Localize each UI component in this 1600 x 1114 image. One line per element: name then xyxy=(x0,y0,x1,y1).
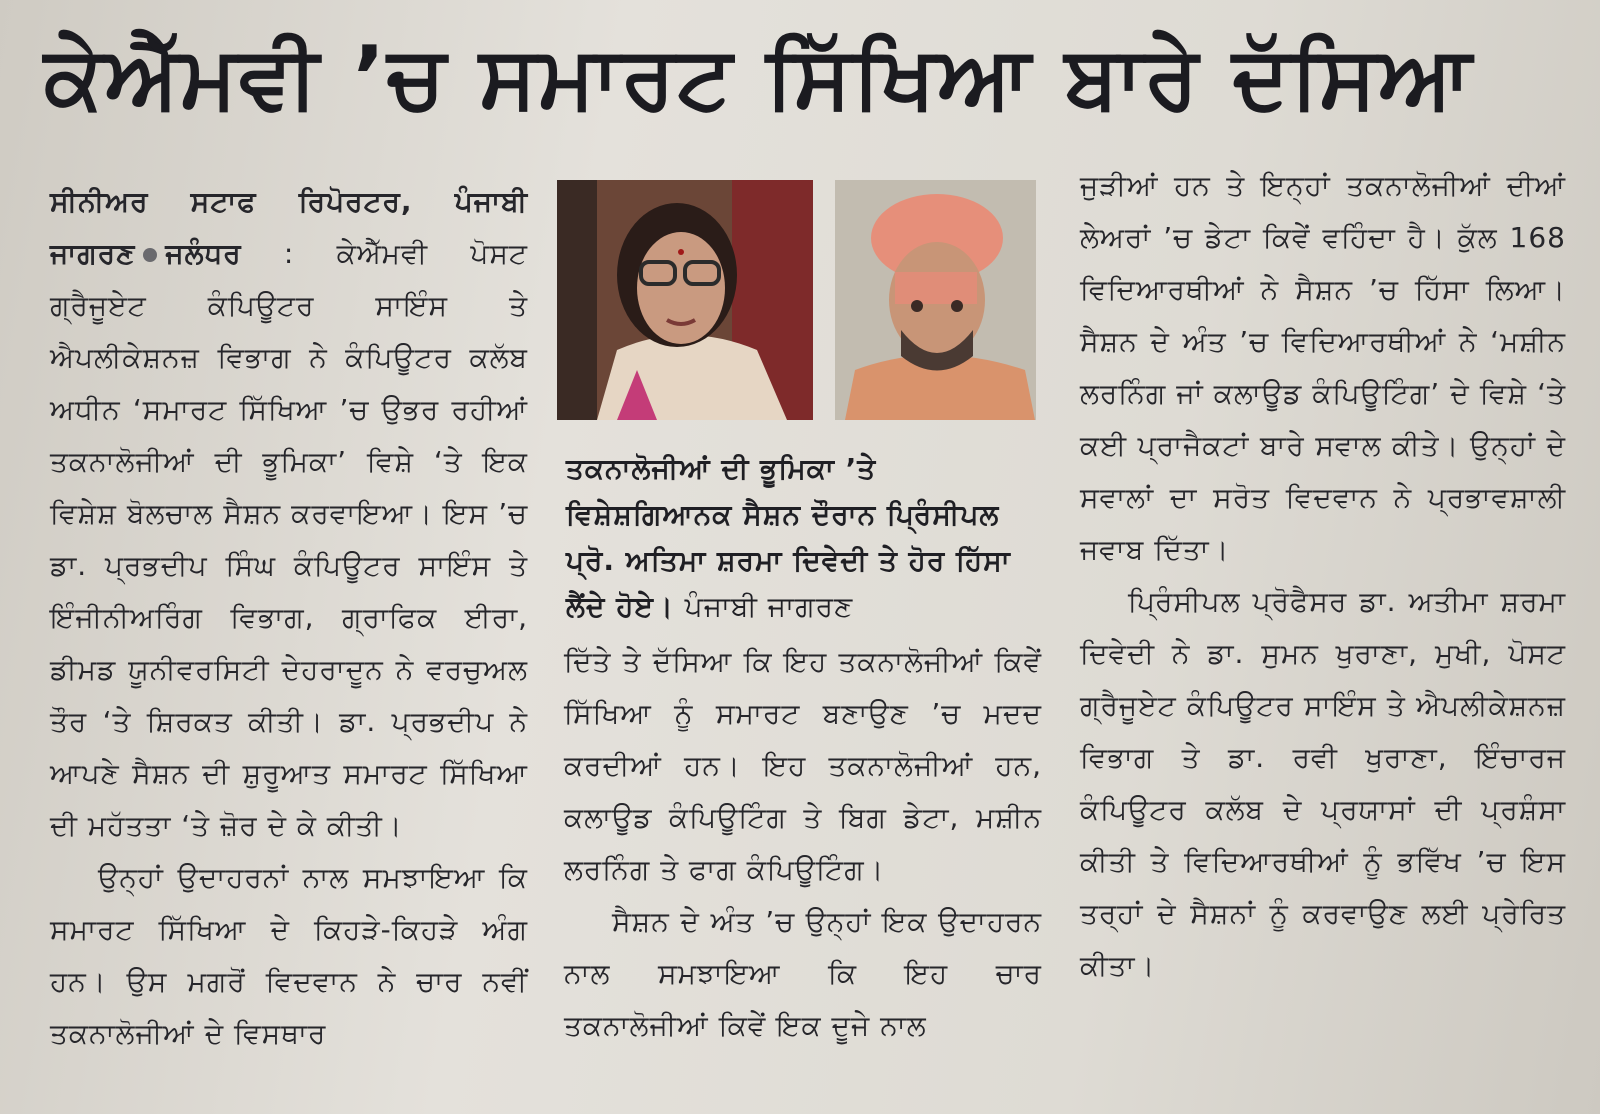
caption-text: ਤਕਨਾਲੋਜੀਆਂ ਦੀ ਭੂਮਿਕਾ ’ਤੇ ਵਿਸ਼ੇਸ਼ਗਿਆਨਕ ਸੈਸ਼ਨ ਦੌਰਾਨ ਪ੍ਰਿੰਸੀਪਲ ਪ੍ਰੋ. ਅਤਿਮਾ ਸ਼ਰਮਾ ਦਿਵੇਦੀ ਤੇ ਹੋਰ ਹਿੱਸਾ ਲੈਂਦੇ ਹੋਏ। xyxy=(566,452,1011,623)
paragraph: ਸੈਸ਼ਨ ਦੇ ਅੰਤ ’ਚ ਉਨ੍ਹਾਂ ਇਕ ਉਦਾਹਰਨ ਨਾਲ ਸਮਝਾਇਆ ਕਿ ਇਹ ਚਾਰ ਤਕਨਾਲੋਜੀਆਂ ਕਿਵੇਂ ਇਕ ਦੂਜੇ ਨਾਲ xyxy=(564,905,1042,1042)
byline: ਸੀਨੀਅਰ ਸਟਾਫ ਰਿਪੋਰਟਰ, ਪੰਜਾਬੀ ਜਾਗਰਣ xyxy=(50,185,528,270)
paragraph: ਦਿੱਤੇ ਤੇ ਦੱਸਿਆ ਕਿ ਇਹ ਤਕਨਾਲੋਜੀਆਂ ਕਿਵੇਂ ਸਿੱਖਿਆ ਨੂੰ ਸਮਾਰਟ ਬਣਾਉਣ ’ਚ ਮਦਦ ਕਰਦੀਆਂ ਹਨ। ਇਹ ਤਕਨਾਲੋਜੀਆਂ ਹਨ, ਕਲਾਊਡ ਕੰਪਿਊਟਿੰਗ ਤੇ ਬਿਗ ਡੇਟਾ, ਮਸ਼ੀਨ ਲਰਨਿੰਗ ਤੇ ਫਾਗ ਕੰਪਿਊਟਿੰਗ। xyxy=(564,645,1042,886)
dateline-city: ਜਲੰਧਰ xyxy=(165,237,242,270)
paragraph: ਉਨ੍ਹਾਂ ਉਦਾਹਰਨਾਂ ਨਾਲ ਸਮਝਾਇਆ ਕਿ ਸਮਾਰਟ ਸਿੱਖਿਆ ਦੇ ਕਿਹੜੇ-ਕਿਹੜੇ ਅੰਗ ਹਨ। ਉਸ ਮਗਰੋਂ ਵਿਦਵਾਨ ਨੇ ਚਾਰ ਨਵੀਂ ਤਕਨਾਲੋਜੀਆਂ ਦੇ ਵਿਸਥਾਰ xyxy=(50,861,528,1050)
article-column-3 xyxy=(1080,160,1566,1102)
article-column-1 xyxy=(50,176,528,1102)
photo-participant xyxy=(835,180,1036,420)
man-portrait-image xyxy=(835,180,1036,420)
headline: ਕੇਐੱਮਵੀ ’ਚ ਸਮਾਰਟ ਸਿੱਖਿਆ ਬਾਰੇ ਦੱਸਿਆ xyxy=(44,28,1474,128)
paragraph: ਪ੍ਰਿੰਸੀਪਲ ਪ੍ਰੋਫੈਸਰ ਡਾ. ਅਤੀਮਾ ਸ਼ਰਮਾ ਦਿਵੇਦੀ ਨੇ ਡਾ. ਸੁਮਨ ਖੁਰਾਣਾ, ਮੁਖੀ, ਪੋਸਟ ਗ੍ਰੈਜੂਏਟ ਕੰਪਿਊਟਰ ਸਾਇੰਸ ਤੇ ਐਪਲੀਕੇਸ਼ਨਜ਼ ਵਿਭਾਗ ਤੇ ਡਾ. ਰਵੀ ਖੁਰਾਣਾ, ਇੰਚਾਰਜ ਕੰਪਿਊਟਰ ਕਲੱਬ ਦੇ ਪ੍ਰਯਾਸਾਂ ਦੀ ਪ੍ਰਸ਼ੰਸਾ ਕੀਤੀ ਤੇ ਵਿਦਿਆਰਥੀਆਂ ਨੂੰ ਭਵਿੱਖ ’ਚ ਇਸ ਤਰ੍ਹਾਂ ਦੇ ਸੈਸ਼ਨਾਂ ਨੂੰ ਕਰਵਾਉਣ ਲਈ ਪ੍ਰੇਰਿਤ ਕੀਤਾ। xyxy=(1080,585,1566,982)
paragraph: ਸੀਨੀਅਰ ਸਟਾਫ ਰਿਪੋਰਟਰ, ਪੰਜਾਬੀ ਜਾਗਰਣ ਜਲੰਧਰ : ਕੇਐੱਮਵੀ ਪੋਸਟ ਗ੍ਰੈਜੂਏਟ ਕੰਪਿਊਟਰ ਸਾਇੰਸ ਤੇ ਐਪਲੀਕੇਸ਼ਨਜ਼ ਵਿਭਾਗ ਨੇ ਕੰਪਿਊਟਰ ਕਲੱਬ ਅਧੀਨ ‘ਸਮਾਰਟ ਸਿੱਖਿਆ ’ਚ ਉਭਰ ਰਹੀਆਂ ਤਕਨਾਲੋਜੀਆਂ ਦੀ ਭੂਮਿਕਾ’ ਵਿਸ਼ੇ ‘ਤੇ ਇਕ ਵਿਸ਼ੇਸ਼ ਬੋਲਚਾਲ ਸੈਸ਼ਨ ਕਰਵਾਇਆ। ਇਸ ’ਚ ਡਾ. ਪ੍ਰਭਦੀਪ ਸਿੰਘ ਕੰਪਿਊਟਰ ਸਾਇੰਸ ਤੇ ਇੰਜੀਨੀਅਰਿੰਗ ਵਿਭਾਗ, ਗ੍ਰਾਫਿਕ ਈਰਾ, ਡੀਮਡ ਯੂਨੀਵਰਸਿਟੀ ਦੇਹਰਾਦੂਨ ਨੇ ਵਰਚੁਅਲ ਤੌਰ ‘ਤੇ ਸ਼ਿਰਕਤ ਕੀਤੀ। ਡਾ. ਪ੍ਰਭਦੀਪ ਨੇ ਆਪਣੇ ਸੈਸ਼ਨ ਦੀ ਸ਼ੁਰੂਆਤ ਸਮਾਰਟ ਸਿੱਖਿਆ ਦੀ ਮਹੱਤਤਾ ‘ਤੇ ਜ਼ੋਰ ਦੇ ਕੇ ਕੀਤੀ। xyxy=(50,185,529,842)
article-column-2 xyxy=(564,636,1042,1102)
paragraph: ਜੁੜੀਆਂ ਹਨ ਤੇ ਇਨ੍ਹਾਂ ਤਕਨਾਲੋਜੀਆਂ ਦੀਆਂ ਲੇਅਰਾਂ ’ਚ ਡੇਟਾ ਕਿਵੇਂ ਵਹਿੰਦਾ ਹੈ। ਕੁੱਲ 168 ਵਿਦਿਆਰਥੀਆਂ ਨੇ ਸੈਸ਼ਨ ’ਚ ਹਿੱਸਾ ਲਿਆ। ਸੈਸ਼ਨ ਦੇ ਅੰਤ ’ਚ ਵਿਦਿਆਰਥੀਆਂ ਨੇ ‘ਮਸ਼ੀਨ ਲਰਨਿੰਗ ਜਾਂ ਕਲਾਊਡ ਕੰਪਿਊਟਿੰਗ’ ਦੇ ਵਿਸ਼ੇ ‘ਤੇ ਕਈ ਪ੍ਰਾਜੈਕਟਾਂ ਬਾਰੇ ਸਵਾਲ ਕੀਤੇ। ਉਨ੍ਹਾਂ ਦੇ ਸਵਾਲਾਂ ਦਾ ਸਰੋਤ ਵਿਦਵਾਨ ਨੇ ਪ੍ਰਭਾਵਸ਼ਾਲੀ ਜਵਾਬ ਦਿੱਤਾ। xyxy=(1080,169,1566,566)
woman-portrait-image xyxy=(557,180,813,420)
photo-caption xyxy=(566,446,1044,630)
article-text: ਕੇਐੱਮਵੀ ਪੋਸਟ ਗ੍ਰੈਜੂਏਟ ਕੰਪਿਊਟਰ ਸਾਇੰਸ ਤੇ ਐਪਲੀਕੇਸ਼ਨਜ਼ ਵਿਭਾਗ ਨੇ ਕੰਪਿਊਟਰ ਕਲੱਬ ਅਧੀਨ ‘ਸਮਾਰਟ ਸਿੱਖਿਆ ’ਚ ਉਭਰ ਰਹੀਆਂ ਤਕਨਾਲੋਜੀਆਂ ਦੀ ਭੂਮਿਕਾ’ ਵਿਸ਼ੇ ‘ਤੇ ਇਕ ਵਿਸ਼ੇਸ਼ ਬੋਲਚਾਲ ਸੈਸ਼ਨ ਕਰਵਾਇਆ। ਇਸ ’ਚ ਡਾ. ਪ੍ਰਭਦੀਪ ਸਿੰਘ ਕੰਪਿਊਟਰ ਸਾਇੰਸ ਤੇ ਇੰਜੀਨੀਅਰਿੰਗ ਵਿਭਾਗ, ਗ੍ਰਾਫਿਕ ਈਰਾ, ਡੀਮਡ ਯੂਨੀਵਰਸਿਟੀ ਦੇਹਰਾਦੂਨ ਨੇ ਵਰਚੁਅਲ ਤੌਰ ‘ਤੇ ਸ਼ਿਰਕਤ ਕੀਤੀ। ਡਾ. ਪ੍ਰਭਦੀਪ ਨੇ ਆਪਣੇ ਸੈਸ਼ਨ ਦੀ ਸ਼ੁਰੂਆਤ ਸਮਾਰਟ ਸਿੱਖਿਆ ਦੀ ਮਹੱਤਤਾ ‘ਤੇ ਜ਼ੋਰ ਦੇ ਕੇ ਕੀਤੀ। xyxy=(50,237,529,842)
photo-principal xyxy=(557,180,813,420)
bullet-icon xyxy=(143,248,157,262)
photo-credit: ਪੰਜਾਬੀ ਜਾਗਰਣ xyxy=(684,590,854,623)
